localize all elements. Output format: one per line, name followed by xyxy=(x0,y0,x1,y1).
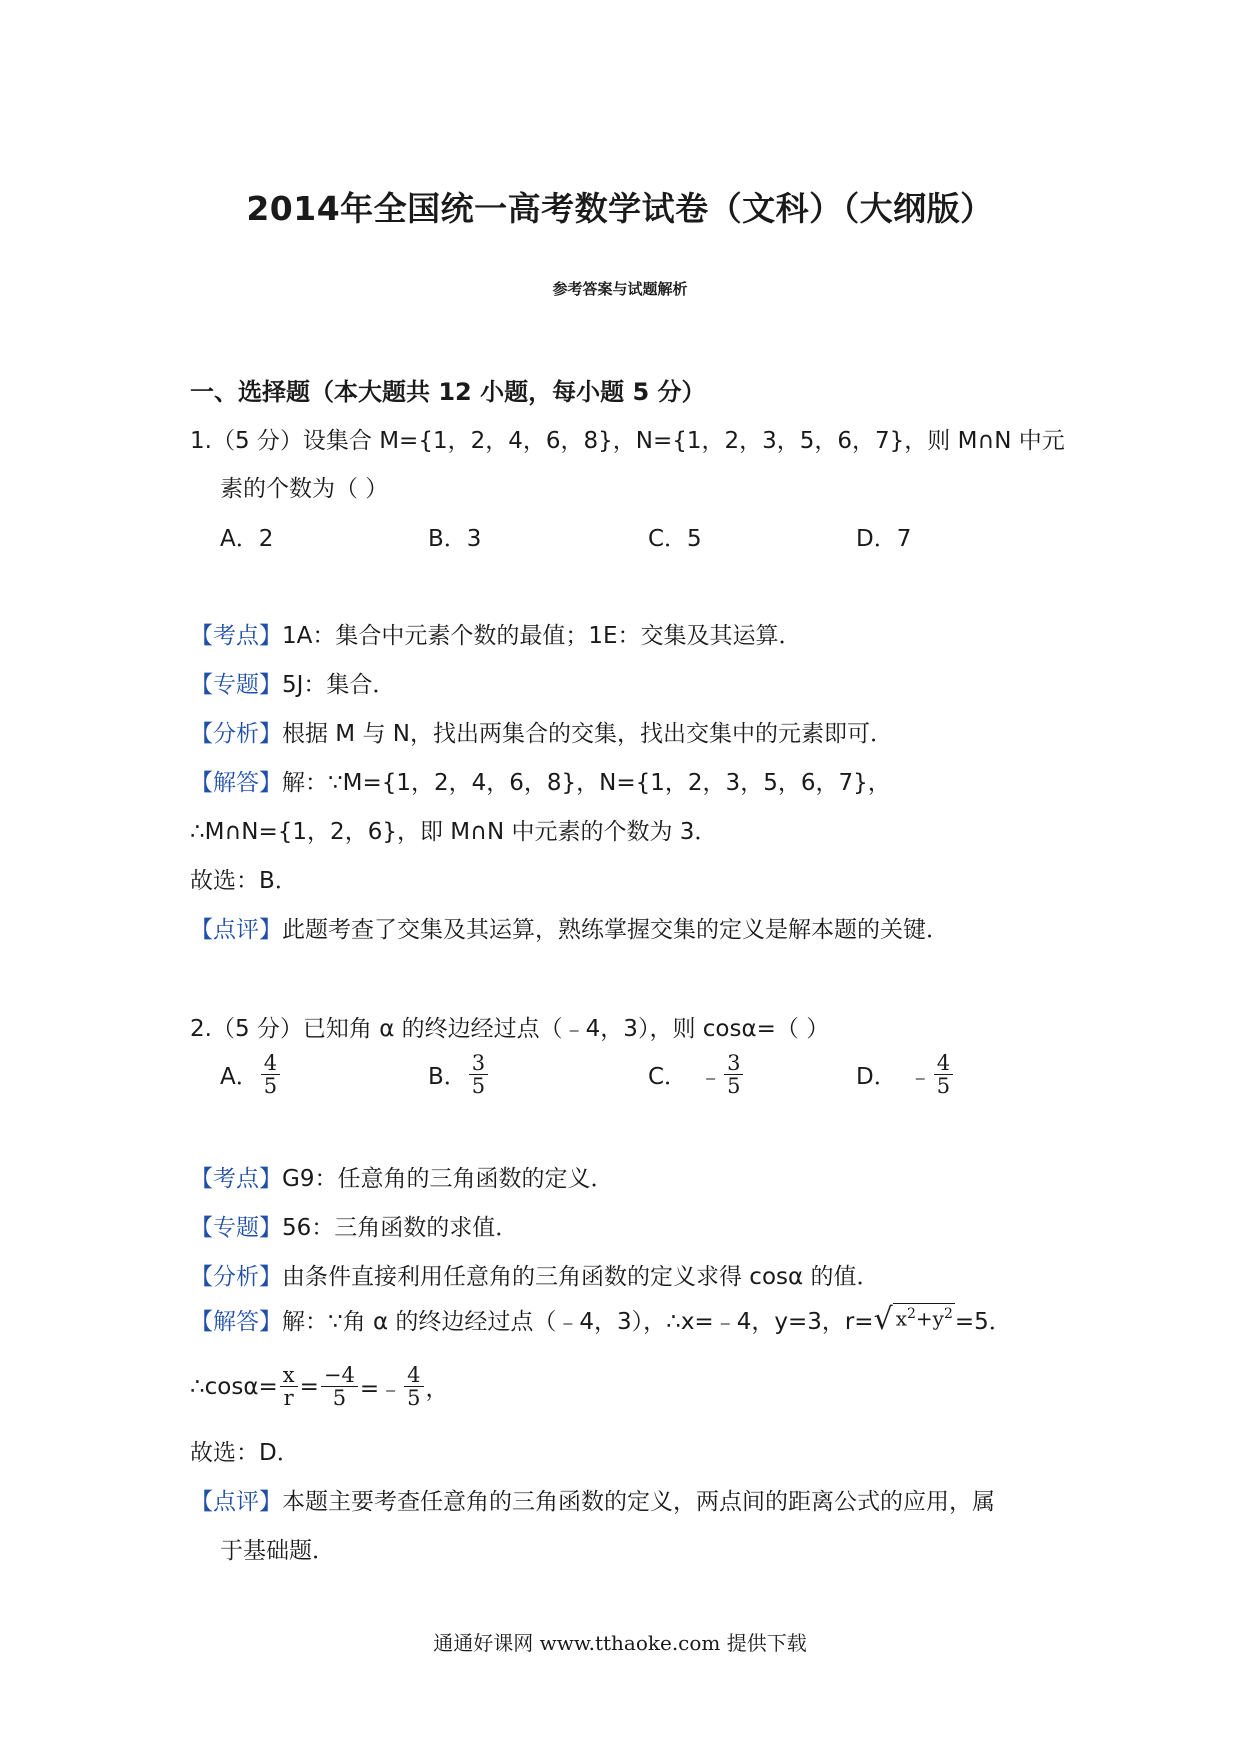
dianping-tag: 【点评】 xyxy=(190,1489,282,1515)
radicand xyxy=(893,1303,955,1331)
option-b-label: B． xyxy=(428,1064,467,1091)
kaodian-text: 1A：集合中元素个数的最值；1E：交集及其运算． xyxy=(282,623,802,649)
numerator: 3 xyxy=(724,1052,743,1075)
fenxi-text: 根据 M 与 N，找出两集合的交集，找出交集中的元素即可． xyxy=(282,721,893,747)
jieda-end: =5． xyxy=(954,1309,1012,1335)
cos-prefix: ∴cosα= xyxy=(190,1373,278,1400)
denominator: 5 xyxy=(407,1386,421,1411)
q2-option-d xyxy=(856,1052,955,1097)
q1-dianping xyxy=(190,911,949,944)
q1-answer: 故选：B． xyxy=(190,868,298,894)
fraction xyxy=(724,1052,743,1097)
q1-option-b: B．3 xyxy=(428,526,482,552)
q2-option-a xyxy=(220,1052,282,1097)
q2-cos-line xyxy=(190,1364,449,1409)
numerator: 4 xyxy=(404,1364,423,1387)
q1-kaodian xyxy=(190,617,802,650)
q1-option-d: D．7 xyxy=(856,526,912,552)
fenxi-tag: 【分析】 xyxy=(190,1264,282,1290)
denominator: 5 xyxy=(332,1386,347,1411)
kaodian-text: G9：任意角的三角函数的定义． xyxy=(282,1166,614,1192)
q2-fenxi xyxy=(190,1258,879,1291)
exponent: 2 xyxy=(906,1306,916,1323)
var-x: x xyxy=(895,1307,907,1331)
fraction-x-r xyxy=(280,1364,298,1409)
q1-stem-line1: 1.（5 分）设集合 M={1，2，4，6，8}，N={1，2，3，5，6，7}，则 M∩N 中元 xyxy=(190,428,1065,454)
dianping-text: 本题主要考查任意角的三角函数的定义，两点间的距离公式的应用，属 xyxy=(282,1489,995,1515)
denominator: 5 xyxy=(936,1074,951,1099)
q1-jieda xyxy=(190,764,891,797)
q1-stem-line2: 素的个数为（ ） xyxy=(220,476,389,502)
fraction xyxy=(934,1052,953,1097)
q1-fenxi xyxy=(190,715,893,748)
exponent: 2 xyxy=(943,1306,953,1323)
fraction-neg4-5 xyxy=(321,1364,358,1409)
zhuanti-text: 56：三角函数的求值． xyxy=(282,1215,519,1241)
fenxi-text: 由条件直接利用任意角的三角函数的定义求得 cosα 的值． xyxy=(282,1264,880,1290)
fraction xyxy=(261,1052,280,1097)
plus-y: +y xyxy=(915,1307,944,1331)
page-subtitle: 参考答案与试题解析 xyxy=(552,280,688,298)
equals-minus: =﹣ xyxy=(359,1376,403,1403)
dianping-tag: 【点评】 xyxy=(190,917,282,943)
option-d-label: D． xyxy=(856,1064,897,1091)
fenxi-tag: 【分析】 xyxy=(190,721,282,747)
q1-option-c: C．5 xyxy=(648,526,702,552)
page-footer: 通通好课网 www.tthaoke.com 提供下载 xyxy=(433,1631,807,1655)
dianping-text: 此题考查了交集及其运算，熟练掌握交集的定义是解本题的关键． xyxy=(282,917,949,943)
denominator: 5 xyxy=(727,1074,741,1099)
square-root xyxy=(874,1302,955,1337)
minus-sign: ﹣ xyxy=(908,1064,932,1091)
jieda-tag: 【解答】 xyxy=(190,1309,282,1335)
zhuanti-tag: 【专题】 xyxy=(190,1215,282,1241)
numerator: 4 xyxy=(261,1052,280,1075)
q1-option-a: A．2 xyxy=(220,526,274,552)
jieda-text: 解：∵角 α 的终边经过点（﹣4，3），∴x=﹣4，y=3，r= xyxy=(282,1309,874,1335)
q2-dianping-line2: 于基础题． xyxy=(220,1538,335,1564)
q1-solution-line2: ∴M∩N={1，2，6}，即 M∩N 中元素的个数为 3． xyxy=(190,819,718,845)
kaodian-tag: 【考点】 xyxy=(190,1166,282,1192)
fraction-4-5 xyxy=(404,1364,423,1409)
page-title: 2014年全国统一高考数学试卷（文科）（大纲版） xyxy=(246,189,994,228)
q2-jieda xyxy=(190,1302,1012,1337)
comma: ， xyxy=(425,1376,449,1403)
equals: = xyxy=(299,1373,319,1400)
q2-kaodian xyxy=(190,1160,613,1193)
q2-zhuanti xyxy=(190,1209,518,1242)
q2-option-b xyxy=(428,1052,490,1097)
zhuanti-tag: 【专题】 xyxy=(190,672,282,698)
jieda-text: 解：∵M={1，2，4，6，8}，N={1，2，3，5，6，7}， xyxy=(282,770,891,796)
q1-zhuanti xyxy=(190,666,395,699)
q2-stem: 2.（5 分）已知角 α 的终边经过点（﹣4，3），则 cosα=（ ） xyxy=(190,1016,830,1042)
option-a-label: A． xyxy=(220,1064,259,1091)
numerator: 4 xyxy=(934,1052,953,1075)
q2-option-c xyxy=(648,1052,745,1097)
q2-dianping xyxy=(190,1483,995,1516)
zhuanti-text: 5J：集合． xyxy=(282,672,396,698)
numerator: x xyxy=(280,1364,298,1387)
numerator: 3 xyxy=(469,1052,488,1075)
fraction xyxy=(469,1052,488,1097)
denominator: r xyxy=(283,1386,294,1411)
minus-sign: ﹣ xyxy=(699,1064,723,1091)
jieda-tag: 【解答】 xyxy=(190,770,282,796)
option-c-label: C． xyxy=(648,1064,688,1091)
denominator: 5 xyxy=(263,1074,278,1099)
denominator: 5 xyxy=(471,1074,486,1099)
numerator: −4 xyxy=(321,1364,358,1387)
q2-answer: 故选：D． xyxy=(190,1440,300,1466)
radical-icon: √ xyxy=(873,1302,893,1337)
kaodian-tag: 【考点】 xyxy=(190,623,282,649)
section-heading: 一、选择题（本大题共 12 小题，每小题 5 分） xyxy=(190,378,706,406)
